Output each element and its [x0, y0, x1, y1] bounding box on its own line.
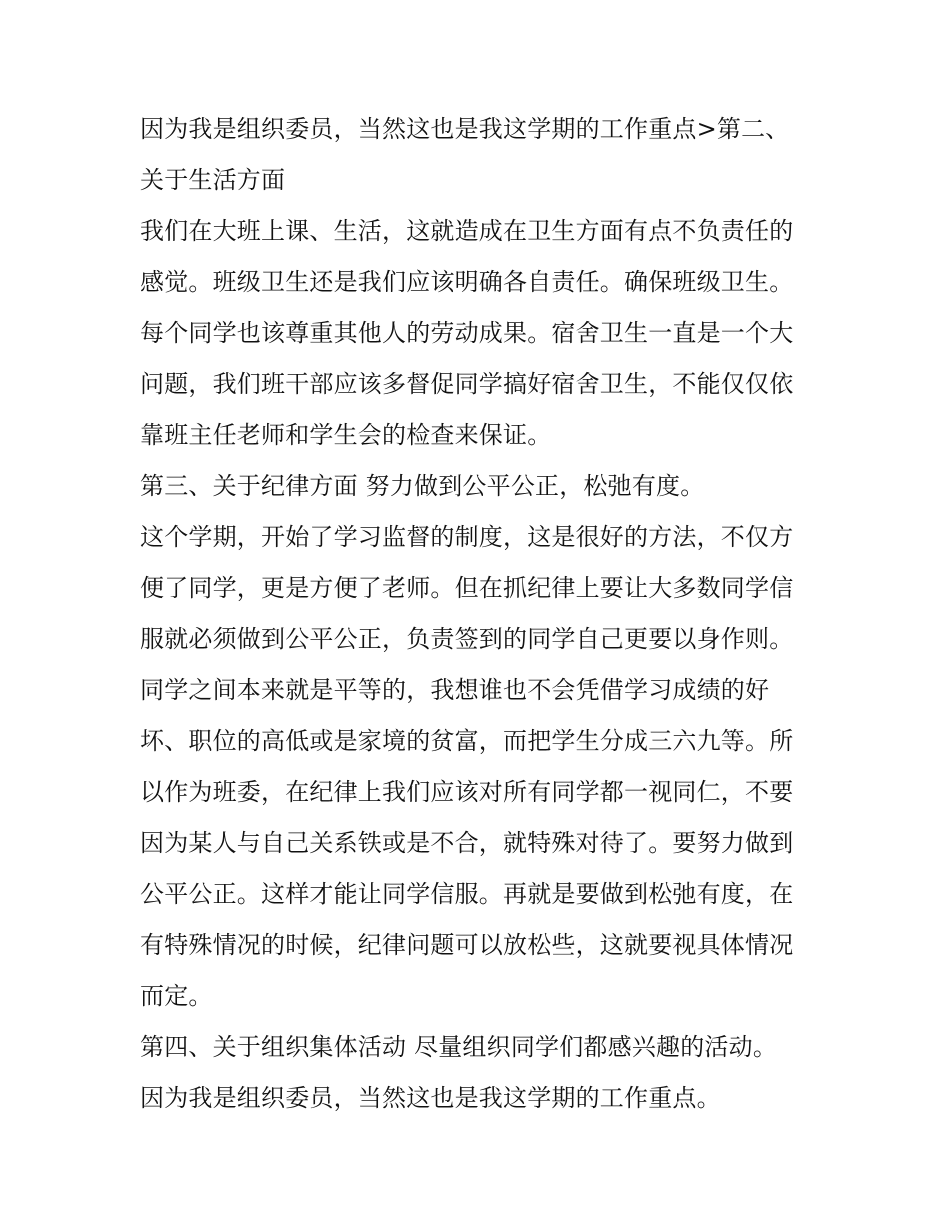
text-line: 以作为班委，在纪律上我们应该对所有同学都一视同仁，不要 [140, 778, 794, 806]
text-line: 问题，我们班干部应该多督促同学搞好宿舍卫生，不能仅仅依 [140, 370, 794, 398]
text-line: 感觉。班级卫生还是我们应该明确各自责任。确保班级卫生。 [140, 268, 794, 296]
text-line: 因为某人与自己关系铁或是不合，就特殊对待了。要努力做到 [140, 829, 794, 857]
text-line: 坏、职位的高低或是家境的贫富，而把学生分成三六九等。所 [140, 727, 794, 755]
text-line: 每个同学也该尊重其他人的劳动成果。宿舍卫生一直是一个大 [140, 319, 794, 347]
text-line: 有特殊情况的时候，纪律问题可以放松些，这就要视具体情况 [140, 931, 794, 959]
section-heading-line: 关于生活方面 [140, 166, 286, 194]
text-line: 这个学期，开始了学习监督的制度，这是很好的方法，不仅方 [140, 523, 794, 551]
text-line: 公平公正。这样才能让同学信服。再就是要做到松弛有度，在 [140, 880, 794, 908]
section-heading-line: 第四、关于组织集体活动 尽量组织同学们都感兴趣的活动。 [140, 1033, 778, 1061]
text-line: 因为我是组织委员，当然这也是我这学期的工作重点>第二、 [140, 115, 790, 143]
text-line: 便了同学，更是方便了老师。但在抓纪律上要让大多数同学信 [140, 574, 794, 602]
text-line: 同学之间本来就是平等的，我想谁也不会凭借学习成绩的好 [140, 676, 770, 704]
text-line: 靠班主任老师和学生会的检查来保证。 [140, 421, 552, 449]
text-line: 我们在大班上课、生活，这就造成在卫生方面有点不负责任的 [140, 217, 794, 245]
section-heading-line: 第三、关于纪律方面 努力做到公平公正，松弛有度。 [140, 472, 705, 500]
text-line: 服就必须做到公平公正，负责签到的同学自己更要以身作则。 [140, 625, 794, 653]
document-body [140, 104, 830, 1124]
text-line: 因为我是组织委员，当然这也是我这学期的工作重点。 [140, 1084, 721, 1112]
text-line: 而定。 [140, 982, 213, 1010]
